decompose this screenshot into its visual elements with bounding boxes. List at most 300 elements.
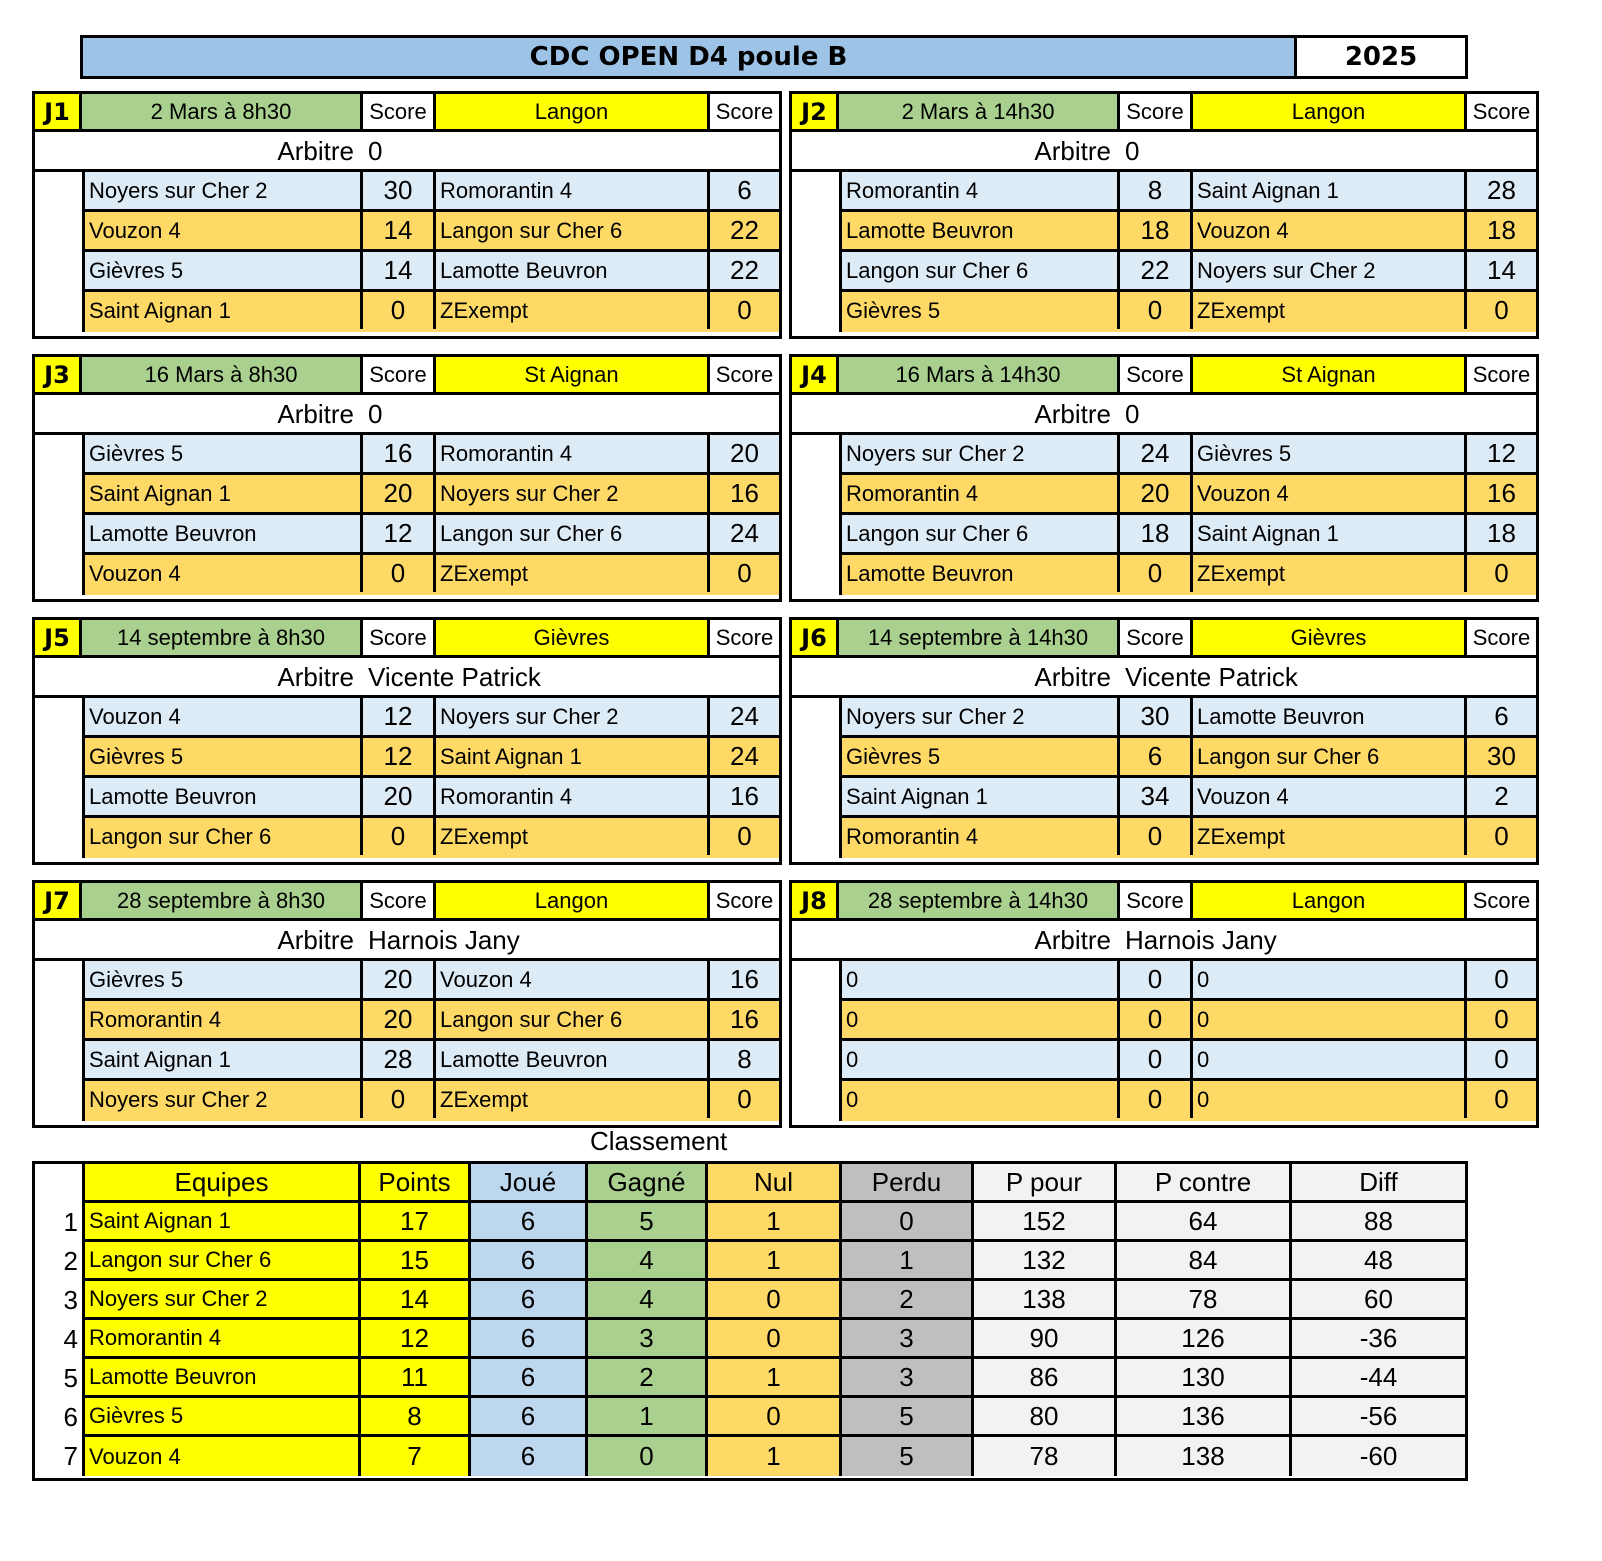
home-score: 8 — [1120, 172, 1193, 209]
match-row — [82, 778, 779, 818]
day-date: 2 Mars à 14h30 — [839, 94, 1120, 132]
standings-row — [35, 1437, 1465, 1476]
score-header: Score — [1467, 357, 1536, 395]
cell-drawn: 1 — [708, 1203, 842, 1242]
score-header: Score — [1467, 94, 1536, 132]
score-header: Score — [363, 357, 436, 395]
standings-row — [35, 1398, 1465, 1437]
away-team: 0 — [1193, 961, 1467, 998]
cell-points: 17 — [361, 1203, 471, 1242]
referee-row — [35, 132, 779, 172]
home-score: 0 — [1120, 1081, 1193, 1118]
home-team: Romorantin 4 — [842, 475, 1120, 512]
match-row — [839, 292, 1536, 332]
referee-row — [792, 658, 1536, 698]
match-row — [82, 172, 779, 212]
match-row — [839, 252, 1536, 292]
referee-label: Arbitre — [1034, 136, 1111, 166]
away-team: Langon sur Cher 6 — [436, 212, 710, 249]
match-row — [839, 698, 1536, 738]
away-team: Lamotte Beuvron — [436, 1041, 710, 1078]
home-score: 14 — [363, 212, 436, 249]
referee-label: Arbitre — [277, 399, 354, 429]
match-list — [82, 698, 779, 858]
away-team: Vouzon 4 — [1193, 778, 1467, 815]
referee-label: Arbitre — [277, 925, 354, 955]
home-score: 12 — [363, 698, 436, 735]
match-row — [82, 435, 779, 475]
home-score: 0 — [363, 292, 436, 329]
match-list — [839, 435, 1536, 595]
match-row — [82, 698, 779, 738]
away-team: Vouzon 4 — [1193, 475, 1467, 512]
away-score: 12 — [1487, 438, 1516, 468]
match-row — [82, 738, 779, 778]
away-score: 16 — [1487, 478, 1516, 508]
away-score: 16 — [730, 478, 759, 508]
cell-difference: 48 — [1292, 1242, 1465, 1281]
home-team: Langon sur Cher 6 — [842, 252, 1120, 289]
referee-label: Arbitre — [277, 662, 354, 692]
referee-name: Harnois Jany — [368, 925, 520, 955]
match-row — [839, 1001, 1536, 1041]
day-venue: St Aignan — [436, 357, 710, 395]
cell-points: 12 — [361, 1320, 471, 1359]
referee-label: Arbitre — [1034, 399, 1111, 429]
home-score: 20 — [363, 778, 436, 815]
home-score: 22 — [1120, 252, 1193, 289]
day-venue: Langon — [1193, 94, 1467, 132]
day-label: J3 — [35, 357, 82, 395]
away-score: 0 — [1494, 1004, 1509, 1034]
home-score: 12 — [363, 738, 436, 775]
match-day-j4 — [789, 354, 1539, 602]
match-row — [82, 475, 779, 515]
cell-points-against: 138 — [1117, 1437, 1292, 1476]
standings-header-row — [35, 1164, 1465, 1203]
cell-difference: -60 — [1292, 1437, 1465, 1476]
rank: 3 — [63, 1285, 78, 1315]
home-team: Gièvres 5 — [85, 738, 363, 775]
away-score: 0 — [737, 821, 752, 851]
away-score: 22 — [730, 255, 759, 285]
away-team: Lamotte Beuvron — [1193, 698, 1467, 735]
column-header-difference: Diff — [1292, 1164, 1465, 1203]
away-team: Romorantin 4 — [436, 172, 710, 209]
home-team: Romorantin 4 — [842, 818, 1120, 855]
home-team: Vouzon 4 — [85, 555, 363, 592]
home-team: 0 — [842, 961, 1120, 998]
day-venue: Langon — [1193, 883, 1467, 921]
match-row — [82, 1001, 779, 1041]
away-score: 16 — [730, 781, 759, 811]
away-score: 18 — [1487, 215, 1516, 245]
away-score: 8 — [737, 1044, 752, 1074]
standings-row — [35, 1281, 1465, 1320]
match-day-j6 — [789, 617, 1539, 865]
home-score: 24 — [1120, 435, 1193, 472]
home-team: Noyers sur Cher 2 — [842, 435, 1120, 472]
cell-team: Lamotte Beuvron — [82, 1359, 361, 1398]
home-score: 14 — [363, 252, 436, 289]
match-row — [839, 515, 1536, 555]
cell-points-against: 136 — [1117, 1398, 1292, 1437]
away-score: 22 — [730, 215, 759, 245]
away-team: Saint Aignan 1 — [436, 738, 710, 775]
cell-lost: 2 — [842, 1281, 974, 1320]
home-team: Vouzon 4 — [85, 212, 363, 249]
home-team: Langon sur Cher 6 — [85, 818, 363, 855]
score-header: Score — [710, 94, 779, 132]
column-header-points-against: P contre — [1117, 1164, 1292, 1203]
away-team: ZExempt — [1193, 818, 1467, 855]
match-row — [82, 1081, 779, 1121]
home-team: Noyers sur Cher 2 — [842, 698, 1120, 735]
cell-won: 4 — [588, 1242, 708, 1281]
away-score: 14 — [1487, 255, 1516, 285]
home-team: Romorantin 4 — [85, 1001, 363, 1038]
home-score: 0 — [363, 1081, 436, 1118]
away-score: 0 — [1494, 964, 1509, 994]
day-label: J7 — [35, 883, 82, 921]
day-date: 14 septembre à 8h30 — [82, 620, 363, 658]
away-score: 24 — [730, 741, 759, 771]
referee-name: Vicente Patrick — [368, 662, 541, 692]
cell-difference: -44 — [1292, 1359, 1465, 1398]
home-team: Gièvres 5 — [85, 435, 363, 472]
match-row — [82, 515, 779, 555]
column-header-team: Equipes — [82, 1164, 361, 1203]
away-team: Saint Aignan 1 — [1193, 515, 1467, 552]
day-date: 14 septembre à 14h30 — [839, 620, 1120, 658]
away-score: 2 — [1494, 781, 1509, 811]
away-score: 6 — [1494, 701, 1509, 731]
day-venue: Gièvres — [1193, 620, 1467, 658]
cell-lost: 0 — [842, 1203, 974, 1242]
cell-lost: 5 — [842, 1398, 974, 1437]
cell-team: Langon sur Cher 6 — [82, 1242, 361, 1281]
cell-lost: 1 — [842, 1242, 974, 1281]
cell-played: 6 — [471, 1320, 588, 1359]
home-team: Lamotte Beuvron — [85, 778, 363, 815]
away-team: ZExempt — [1193, 555, 1467, 592]
cell-team: Noyers sur Cher 2 — [82, 1281, 361, 1320]
match-row — [839, 1041, 1536, 1081]
away-team: Lamotte Beuvron — [436, 252, 710, 289]
away-team: ZExempt — [436, 292, 710, 329]
referee-label: Arbitre — [277, 136, 354, 166]
day-label: J6 — [792, 620, 839, 658]
away-score: 0 — [1494, 821, 1509, 851]
day-date: 28 septembre à 14h30 — [839, 883, 1120, 921]
day-date: 2 Mars à 8h30 — [82, 94, 363, 132]
match-row — [839, 475, 1536, 515]
score-header: Score — [710, 883, 779, 921]
home-score: 20 — [363, 475, 436, 512]
day-date: 28 septembre à 8h30 — [82, 883, 363, 921]
referee-row — [35, 658, 779, 698]
away-score: 0 — [1494, 558, 1509, 588]
cell-points: 7 — [361, 1437, 471, 1476]
match-row — [839, 1081, 1536, 1121]
home-score: 30 — [1120, 698, 1193, 735]
away-team: Noyers sur Cher 2 — [1193, 252, 1467, 289]
cell-won: 4 — [588, 1281, 708, 1320]
home-team: Gièvres 5 — [85, 961, 363, 998]
cell-difference: 88 — [1292, 1203, 1465, 1242]
away-score: 16 — [730, 1004, 759, 1034]
away-team: 0 — [1193, 1081, 1467, 1118]
away-score: 0 — [1494, 295, 1509, 325]
away-team: Romorantin 4 — [436, 778, 710, 815]
cell-drawn: 0 — [708, 1281, 842, 1320]
match-list — [82, 435, 779, 595]
referee-name: 0 — [1125, 136, 1140, 166]
score-header: Score — [1120, 883, 1193, 921]
cell-points: 14 — [361, 1281, 471, 1320]
cell-won: 0 — [588, 1437, 708, 1476]
day-date: 16 Mars à 14h30 — [839, 357, 1120, 395]
away-team: ZExempt — [436, 1081, 710, 1118]
away-team: Langon sur Cher 6 — [436, 515, 710, 552]
match-row — [839, 738, 1536, 778]
home-team: Langon sur Cher 6 — [842, 515, 1120, 552]
referee-label: Arbitre — [1034, 662, 1111, 692]
home-score: 0 — [1120, 555, 1193, 592]
column-header-points: Points — [361, 1164, 471, 1203]
score-header: Score — [363, 620, 436, 658]
away-team: ZExempt — [436, 818, 710, 855]
match-list — [82, 961, 779, 1121]
rank: 5 — [63, 1363, 78, 1393]
match-row — [839, 212, 1536, 252]
away-score: 16 — [730, 964, 759, 994]
away-team: Noyers sur Cher 2 — [436, 698, 710, 735]
day-date: 16 Mars à 8h30 — [82, 357, 363, 395]
rank: 6 — [63, 1402, 78, 1432]
home-score: 12 — [363, 515, 436, 552]
score-header: Score — [710, 620, 779, 658]
referee-row — [35, 921, 779, 961]
cell-team: Gièvres 5 — [82, 1398, 361, 1437]
cell-difference: -36 — [1292, 1320, 1465, 1359]
year-label: 2025 — [1297, 35, 1468, 79]
away-score: 0 — [1494, 1084, 1509, 1114]
match-day-j8 — [789, 880, 1539, 1128]
home-team: Lamotte Beuvron — [85, 515, 363, 552]
cell-points: 15 — [361, 1242, 471, 1281]
cell-drawn: 0 — [708, 1398, 842, 1437]
cell-played: 6 — [471, 1359, 588, 1398]
cell-played: 6 — [471, 1242, 588, 1281]
referee-row — [792, 132, 1536, 172]
score-header: Score — [1120, 357, 1193, 395]
home-team: 0 — [842, 1041, 1120, 1078]
rank: 1 — [63, 1207, 78, 1237]
cell-team: Romorantin 4 — [82, 1320, 361, 1359]
away-score: 0 — [737, 295, 752, 325]
home-score: 18 — [1120, 515, 1193, 552]
referee-name: Vicente Patrick — [1125, 662, 1298, 692]
home-team: Gièvres 5 — [842, 738, 1120, 775]
away-team: 0 — [1193, 1001, 1467, 1038]
match-row — [82, 818, 779, 858]
day-venue: Langon — [436, 94, 710, 132]
away-score: 20 — [730, 438, 759, 468]
home-team: Gièvres 5 — [85, 252, 363, 289]
away-score: 28 — [1487, 175, 1516, 205]
home-team: Saint Aignan 1 — [85, 475, 363, 512]
away-team: Noyers sur Cher 2 — [436, 475, 710, 512]
cell-played: 6 — [471, 1398, 588, 1437]
cell-points: 11 — [361, 1359, 471, 1398]
day-label: J5 — [35, 620, 82, 658]
referee-name: Harnois Jany — [1125, 925, 1277, 955]
away-score: 18 — [1487, 518, 1516, 548]
home-score: 0 — [363, 818, 436, 855]
home-team: Gièvres 5 — [842, 292, 1120, 329]
cell-points-for: 152 — [974, 1203, 1117, 1242]
home-score: 34 — [1120, 778, 1193, 815]
home-score: 20 — [363, 1001, 436, 1038]
cell-drawn: 1 — [708, 1437, 842, 1476]
match-row — [82, 961, 779, 1001]
rank: 7 — [63, 1441, 78, 1471]
day-label: J2 — [792, 94, 839, 132]
away-score: 24 — [730, 701, 759, 731]
score-header: Score — [710, 357, 779, 395]
cell-won: 2 — [588, 1359, 708, 1398]
home-team: Noyers sur Cher 2 — [85, 172, 363, 209]
home-score: 16 — [363, 435, 436, 472]
standings-row — [35, 1203, 1465, 1242]
cell-points: 8 — [361, 1398, 471, 1437]
home-score: 20 — [363, 961, 436, 998]
home-team: 0 — [842, 1001, 1120, 1038]
score-header: Score — [1467, 620, 1536, 658]
match-day-j3 — [32, 354, 782, 602]
standings-row — [35, 1359, 1465, 1398]
cell-drawn: 0 — [708, 1320, 842, 1359]
referee-label: Arbitre — [1034, 925, 1111, 955]
column-header-played: Joué — [471, 1164, 588, 1203]
cell-team: Saint Aignan 1 — [82, 1203, 361, 1242]
cell-points-against: 130 — [1117, 1359, 1292, 1398]
match-list — [839, 698, 1536, 858]
cell-points-against: 78 — [1117, 1281, 1292, 1320]
cell-won: 1 — [588, 1398, 708, 1437]
score-header: Score — [363, 94, 436, 132]
home-score: 20 — [1120, 475, 1193, 512]
column-header-drawn: Nul — [708, 1164, 842, 1203]
score-header: Score — [1120, 94, 1193, 132]
home-score: 0 — [1120, 1041, 1193, 1078]
cell-drawn: 1 — [708, 1242, 842, 1281]
match-row — [839, 435, 1536, 475]
home-team: Saint Aignan 1 — [842, 778, 1120, 815]
cell-lost: 3 — [842, 1320, 974, 1359]
cell-points-against: 84 — [1117, 1242, 1292, 1281]
column-header-lost: Perdu — [842, 1164, 974, 1203]
cell-points-for: 86 — [974, 1359, 1117, 1398]
cell-points-for: 90 — [974, 1320, 1117, 1359]
day-venue: Langon — [436, 883, 710, 921]
home-team: Saint Aignan 1 — [85, 292, 363, 329]
referee-row — [792, 395, 1536, 435]
score-header: Score — [1467, 883, 1536, 921]
column-header-won: Gagné — [588, 1164, 708, 1203]
match-day-j1 — [32, 91, 782, 339]
home-score: 0 — [1120, 1001, 1193, 1038]
away-team: Langon sur Cher 6 — [436, 1001, 710, 1038]
day-label: J1 — [35, 94, 82, 132]
match-row — [82, 292, 779, 332]
home-score: 0 — [363, 555, 436, 592]
cell-points-against: 64 — [1117, 1203, 1292, 1242]
home-team: Noyers sur Cher 2 — [85, 1081, 363, 1118]
home-score: 28 — [363, 1041, 436, 1078]
match-list — [82, 172, 779, 332]
away-team: 0 — [1193, 1041, 1467, 1078]
cell-lost: 5 — [842, 1437, 974, 1476]
away-team: Vouzon 4 — [1193, 212, 1467, 249]
day-label: J4 — [792, 357, 839, 395]
match-row — [839, 555, 1536, 595]
match-row — [82, 252, 779, 292]
cell-won: 5 — [588, 1203, 708, 1242]
standings-row — [35, 1320, 1465, 1359]
referee-row — [792, 921, 1536, 961]
cell-played: 6 — [471, 1437, 588, 1476]
standings-title: Classement — [590, 1126, 728, 1156]
home-team: Saint Aignan 1 — [85, 1041, 363, 1078]
column-header-points-for: P pour — [974, 1164, 1117, 1203]
match-list — [839, 961, 1536, 1121]
match-row — [82, 1041, 779, 1081]
cell-played: 6 — [471, 1203, 588, 1242]
referee-row — [35, 395, 779, 435]
home-team: Romorantin 4 — [842, 172, 1120, 209]
cell-points-against: 126 — [1117, 1320, 1292, 1359]
cell-difference: -56 — [1292, 1398, 1465, 1437]
cell-lost: 3 — [842, 1359, 974, 1398]
match-day-j2 — [789, 91, 1539, 339]
cell-won: 3 — [588, 1320, 708, 1359]
away-score: 30 — [1487, 741, 1516, 771]
cell-difference: 60 — [1292, 1281, 1465, 1320]
standings-row — [35, 1242, 1465, 1281]
away-team: Saint Aignan 1 — [1193, 172, 1467, 209]
cell-played: 6 — [471, 1281, 588, 1320]
match-row — [839, 818, 1536, 858]
cell-points-for: 132 — [974, 1242, 1117, 1281]
home-team: Lamotte Beuvron — [842, 212, 1120, 249]
home-score: 30 — [363, 172, 436, 209]
cell-team: Vouzon 4 — [82, 1437, 361, 1476]
day-label: J8 — [792, 883, 839, 921]
referee-name: 0 — [1125, 399, 1140, 429]
referee-name: 0 — [368, 136, 383, 166]
match-row — [82, 212, 779, 252]
home-team: Lamotte Beuvron — [842, 555, 1120, 592]
match-day-j5 — [32, 617, 782, 865]
match-row — [839, 778, 1536, 818]
match-day-j7 — [32, 880, 782, 1128]
home-score: 18 — [1120, 212, 1193, 249]
page-title: CDC OPEN D4 poule B — [80, 35, 1297, 79]
score-header: Score — [1120, 620, 1193, 658]
match-list — [839, 172, 1536, 332]
